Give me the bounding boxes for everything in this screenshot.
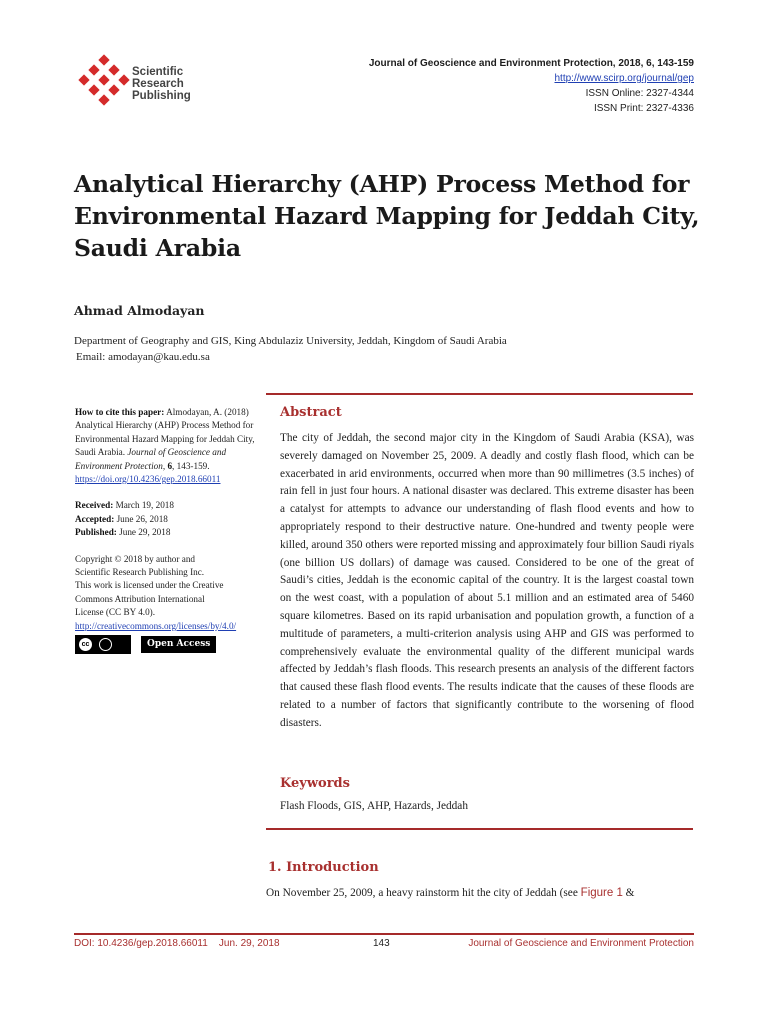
accepted-value: June 26, 2018 <box>116 513 168 524</box>
issn-print: ISSN Print: 2327-4336 <box>593 103 694 114</box>
copyright-line-1: Copyright © 2018 by author and <box>75 553 196 564</box>
abstract-heading: Abstract <box>280 405 342 420</box>
abstract-text: The city of Jeddah, the second major city in the Kingdom of Saudi Arabia (KSA), was severely damaged on November 25, 2009. A deadly and costly flash flood, which can be exacerbated in arid environments, occurred when more than 90 millimetres (3.5 inches) of rain fell in just four hours. A national disaster was declared. This extreme disaster has been a catalyst for attempts to advance our understanding of flash flood events and how to appropriately respond to their destructive nature. One-hundred and twenty people were killed, around 350 others were reported missing and approximately four billion Saudi riyals (one billion US dollars) of damage was caused. Considered to be one of the great of Saudi’s cities, Jeddah is the economic capital of the country. It is the largest coastal town on the west coast, with a population of about 5.1 million and an estimated area of 5460 square kilometres. Based on its rapid urbanisation and population growth, a function of a multitude of parameters, a multi-criterion analysis using AHP and GIS was performed to comprehensively evaluate the environmental quality of the different municipal wards affected by Jeddah’s flash floods. This research presents an analysis of the different factors that caused these flash flood events. The results indicate that the causes of these floods are related to a number of factors that significantly contribute to the worsening of flood disasters. <box>280 432 694 729</box>
published-value: June 29, 2018 <box>119 527 171 538</box>
issn-online: ISSN Online: 2327-4344 <box>585 88 694 99</box>
journal-citation-line: Journal of Geoscience and Environment Protection, 2018, 6, 143-159 <box>368 58 694 69</box>
accepted-label: Accepted: <box>75 513 115 524</box>
logo-line-1: Scientific <box>132 66 184 78</box>
license-url-link[interactable]: http://creativecommons.org/licenses/by/4.0/ <box>75 620 237 631</box>
published-date <box>75 526 263 539</box>
open-access-badge[interactable]: Open Access <box>141 636 216 653</box>
logo-line-3: Publishing <box>132 90 191 102</box>
license-line-2: Commons Attribution International <box>75 593 205 604</box>
received-value: March 19, 2018 <box>115 500 174 511</box>
journal-url-link[interactable]: http://www.scirp.org/journal/gep <box>554 73 694 84</box>
footer-doi: DOI: 10.4236/gep.2018.66011 Jun. 29, 2018 <box>74 938 280 949</box>
received-date <box>75 499 263 512</box>
accepted-date <box>75 513 263 526</box>
footer-rule <box>74 933 694 935</box>
page-number: 143 <box>373 938 390 949</box>
introduction-heading: 1. Introduction <box>268 860 379 875</box>
received-label: Received: <box>75 500 114 511</box>
cc-icon: cc <box>79 638 92 651</box>
figure-1-link[interactable]: Figure 1 <box>580 887 623 899</box>
cc-by-badge[interactable] <box>75 635 131 654</box>
cite-volume: 6 <box>167 460 173 471</box>
license-line-3: License (CC BY 4.0). <box>75 607 156 618</box>
author-email: Email: amodayan@kau.edu.sa <box>76 351 210 363</box>
journal-header <box>369 56 694 116</box>
intro-text-end: & <box>622 887 635 899</box>
logo-diamond-icon <box>76 54 132 110</box>
cite-doi-link[interactable]: https://doi.org/10.4236/gep.2018.66011 <box>75 474 221 485</box>
keywords-heading: Keywords <box>280 776 350 791</box>
license-badges <box>75 635 263 654</box>
paper-title: Analytical Hierarchy (AHP) Process Method for Environmental Hazard Mapping for Jeddah City, Saudi Arabia <box>74 170 700 262</box>
cite-text: Almodayan, A. (2018) Analytical Hierarchy (AHP) Process Method for Environmental Hazard Mapping for Jeddah City, Saudi Arabia. <box>75 407 255 458</box>
cite-label: How to cite this paper: <box>75 407 165 417</box>
cite-pages: , 143-159. <box>172 460 210 471</box>
article-info-sidebar <box>75 406 263 654</box>
how-to-cite <box>75 406 263 486</box>
license-line-1: This work is licensed under the Creative <box>75 580 224 591</box>
introduction-text <box>266 887 694 899</box>
by-person-icon <box>99 638 112 651</box>
keywords-text: Flash Floods, GIS, AHP, Hazards, Jeddah <box>280 800 468 812</box>
logo-line-2: Research <box>132 78 184 90</box>
publisher-logo <box>76 54 206 110</box>
copyright-line-2: Scientific Research Publishing Inc. <box>75 567 205 578</box>
author-name: Ahmad Almodayan <box>74 303 205 318</box>
intro-text-start: On November 25, 2009, a heavy rainstorm hit the city of Jeddah (see <box>266 887 581 899</box>
footer-journal: Journal of Geoscience and Environment Protection <box>468 938 694 949</box>
abstract-top-rule <box>266 393 693 395</box>
cite-journal: Journal of Geoscience and Environment Protection, <box>75 447 227 471</box>
logo-text <box>132 66 191 102</box>
published-label: Published: <box>75 527 117 538</box>
keywords-bottom-rule <box>266 828 693 830</box>
affiliation: Department of Geography and GIS, King Abdulaziz University, Jeddah, Kingdom of Saudi Arabia <box>74 335 507 347</box>
